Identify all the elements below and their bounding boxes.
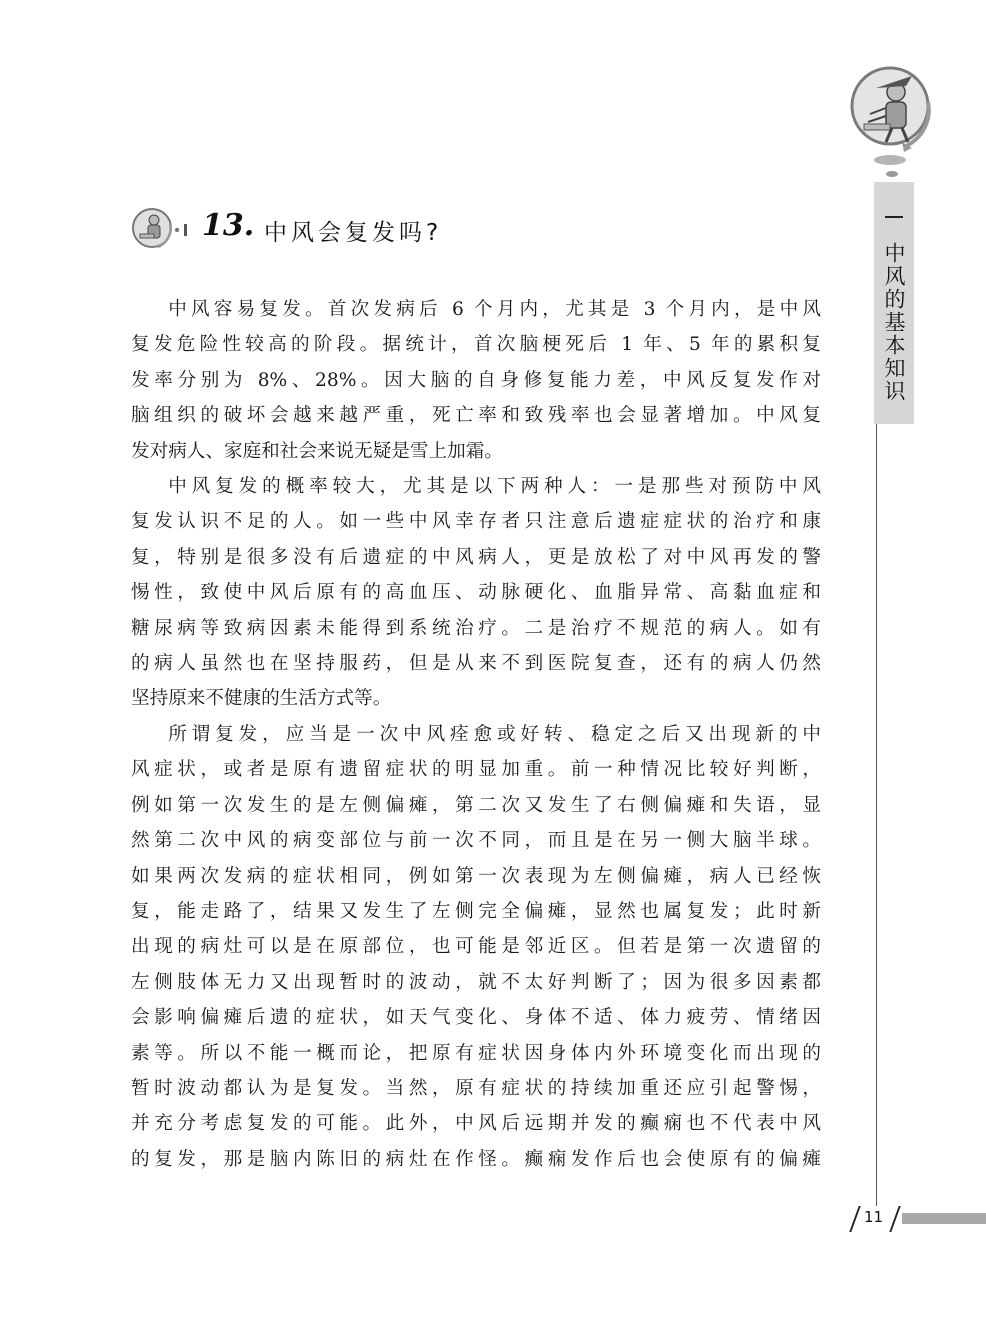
text-line: 脑组织的破坏会越来越严重，死亡率和致残率也会显著增加。中风复 bbox=[131, 405, 821, 427]
page-number-block bbox=[850, 1204, 986, 1234]
text-line: 然第二次中风的病变部位与前一次不同，而且是在另一侧大脑半球。 bbox=[131, 830, 821, 852]
text-line: 素等。所以不能一概而论，把原有症状因身体内外环境变化而出现的 bbox=[131, 1042, 821, 1064]
text-line: 风症状，或者是原有遗留症状的明显加重。前一种情况比较好判断， bbox=[131, 759, 821, 781]
text-line: 复发危险性较高的阶段。据统计，首次脑梗死后 1 年、5 年的累积复 bbox=[131, 334, 821, 356]
article-body bbox=[131, 292, 821, 1177]
text-line: 中风容易复发。首次发病后 6 个月内，尤其是 3 个月内，是中风 bbox=[168, 299, 821, 320]
text-line: 并充分考虑复发的可能。此外，中风后远期并发的癫痫也不代表中风 bbox=[131, 1113, 821, 1135]
heading-title: 中风会复发吗? bbox=[264, 220, 443, 246]
text-line: 坚持原来不健康的生活方式等。 bbox=[131, 688, 392, 710]
text-line: 惕性，致使中风后原有的高血压、动脉硬化、血脂异常、高黏血症和 bbox=[131, 582, 821, 604]
text-line: 中风复发的概率较大，尤其是以下两种人：一是那些对预防中风 bbox=[168, 476, 821, 498]
text-line: 发率分别为 8%、28%。因大脑的自身修复能力差，中风反复发作对 bbox=[131, 369, 821, 391]
chapter-title: 中风的基本知识 bbox=[882, 242, 906, 403]
text-line: 发对病人、家庭和社会来说无疑是雪上加霜。 bbox=[131, 440, 503, 462]
side-rule bbox=[876, 424, 877, 1206]
text-line: 左侧肢体无力又出现暂时的波动，就不太好判断了；因为很多因素都 bbox=[131, 971, 821, 993]
text-line: 复发认识不足的人。如一些中风幸存者只注意后遗症症状的治疗和康 bbox=[131, 511, 821, 533]
text-line: 复，特别是很多没有后遗症的中风病人，更是放松了对中风再发的警 bbox=[131, 546, 821, 568]
paragraph-2 bbox=[131, 469, 821, 717]
page-bar-decoration bbox=[902, 1213, 986, 1224]
slash-decoration bbox=[849, 1206, 860, 1232]
paragraph-1 bbox=[131, 292, 821, 469]
text-line: 例如第一次发生的是左侧偏瘫，第二次又发生了右侧偏瘫和失语，显 bbox=[131, 794, 821, 816]
text-line: 会影响偏瘫后遗的症状，如天气变化、身体不适、体力疲劳、情绪因 bbox=[131, 1007, 821, 1029]
text-line: 的病人虽然也在坚持服药，但是从来不到医院复查，还有的病人仍然 bbox=[131, 653, 821, 675]
page-number: 11 bbox=[864, 1208, 884, 1226]
text-line: 出现的病灶可以是在原部位，也可能是邻近区。但若是第一次遗留的 bbox=[131, 936, 821, 958]
text-line: 所谓复发，应当是一次中风痊愈或好转、稳定之后又出现新的中 bbox=[168, 723, 821, 745]
text-line: 暂时波动都认为是复发。当然，原有症状的持续加重还应引起警惕， bbox=[131, 1077, 821, 1099]
text-line: 如果两次发病的症状相同，例如第一次表现为左侧偏瘫，病人已经恢 bbox=[131, 865, 821, 887]
slash-decoration bbox=[889, 1206, 900, 1232]
chapter-side-tab bbox=[874, 182, 914, 424]
chapter-emblem-icon bbox=[846, 62, 942, 182]
text-line: 复，能走路了，结果又发生了左侧完全偏瘫，显然也属复发；此时新 bbox=[131, 900, 821, 922]
text-line: 糖尿病等致病因素未能得到系统治疗。二是治疗不规范的病人。如有 bbox=[131, 617, 821, 639]
heading-emblem-icon bbox=[130, 204, 192, 254]
chapter-marker bbox=[885, 216, 903, 218]
text-line: 的复发，那是脑内陈旧的病灶在作怪。癫痫发作后也会使原有的偏瘫 bbox=[131, 1148, 821, 1170]
heading-number: 13. bbox=[202, 208, 255, 243]
paragraph-3 bbox=[131, 717, 821, 1177]
